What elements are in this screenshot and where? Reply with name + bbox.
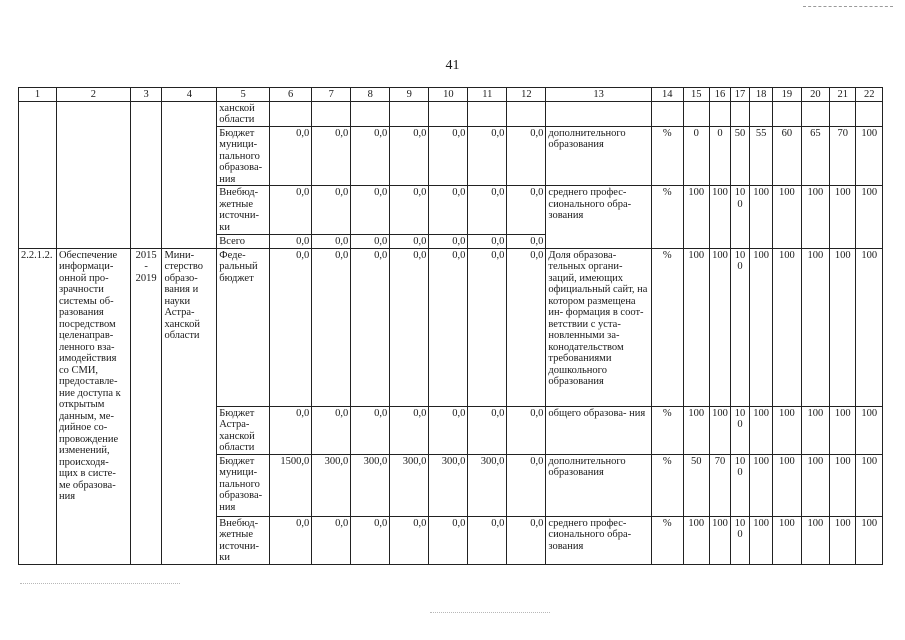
indicator-year-value: 100 — [856, 454, 883, 516]
funding-value: 0,0 — [270, 406, 312, 454]
indicator-name: среднего профес- сионального обра- зования — [546, 516, 651, 564]
indicator-year-value: 100 — [709, 406, 730, 454]
indicator-year-value: 100 — [683, 516, 709, 564]
indicator-year-value: 100 — [856, 186, 883, 249]
cell-empty — [683, 101, 709, 126]
funding-source: Бюджет Астра- ханской области — [217, 406, 270, 454]
funding-value: 0,0 — [351, 516, 390, 564]
indicator-year-value: 100 — [749, 186, 772, 249]
indicator-year-value: 100 — [856, 406, 883, 454]
header-row — [19, 88, 883, 102]
column-header: 4 — [162, 88, 217, 102]
indicator-year-value: 100 — [830, 454, 856, 516]
cell-empty — [856, 101, 883, 126]
indicator-unit: % — [651, 406, 683, 454]
column-header: 5 — [217, 88, 270, 102]
indicator-year-value: 100 — [773, 516, 801, 564]
indicator-year-value: 100 — [709, 248, 730, 406]
scan-noise — [20, 583, 180, 585]
cell-empty — [429, 101, 468, 126]
indicator-year-value: 100 — [830, 186, 856, 249]
column-header: 14 — [651, 88, 683, 102]
indicator-year-value: 0 — [683, 126, 709, 186]
measure-code: 2.2.1.2. — [19, 248, 57, 564]
total-value: 0,0 — [270, 235, 312, 249]
funding-value: 0,0 — [429, 248, 468, 406]
indicator-year-value: 100 — [749, 516, 772, 564]
column-header: 21 — [830, 88, 856, 102]
funding-value: 300,0 — [468, 454, 507, 516]
indicator-year-value: 100 — [773, 406, 801, 454]
measure-executor: Мини- стерство образо- вания и науки Астра- ханской области — [162, 248, 217, 564]
indicator-year-value: 100 — [730, 186, 749, 249]
total-label: Всего — [217, 235, 270, 249]
column-header: 18 — [749, 88, 772, 102]
indicator-year-value: 100 — [801, 454, 829, 516]
funding-value: 0,0 — [429, 126, 468, 186]
indicator-name: среднего профес- сионального обра- зования — [546, 186, 651, 249]
funding-value: 0,0 — [270, 186, 312, 235]
measure-years: 2015 - 2019 — [130, 248, 162, 564]
total-value: 0,0 — [468, 235, 507, 249]
cell-empty — [351, 101, 390, 126]
indicator-year-value: 100 — [801, 516, 829, 564]
column-header: 1 — [19, 88, 57, 102]
cell-empty — [709, 101, 730, 126]
funding-value: 0,0 — [312, 126, 351, 186]
column-header: 17 — [730, 88, 749, 102]
column-header: 7 — [312, 88, 351, 102]
funding-value: 0,0 — [468, 126, 507, 186]
cell-empty — [19, 101, 57, 248]
total-value: 0,0 — [312, 235, 351, 249]
indicator-year-value: 70 — [830, 126, 856, 186]
indicator-year-value: 100 — [773, 186, 801, 249]
total-value: 0,0 — [351, 235, 390, 249]
column-header: 2 — [56, 88, 130, 102]
funding-value: 0,0 — [312, 516, 351, 564]
column-header: 15 — [683, 88, 709, 102]
indicator-unit: % — [651, 126, 683, 186]
indicator-year-value: 100 — [856, 126, 883, 186]
funding-value: 0,0 — [312, 186, 351, 235]
funding-value: 0,0 — [270, 126, 312, 186]
indicator-unit: % — [651, 454, 683, 516]
funding-value: 0,0 — [351, 186, 390, 235]
column-header: 22 — [856, 88, 883, 102]
indicator-unit: % — [651, 186, 683, 249]
funding-value: 0,0 — [429, 406, 468, 454]
page-number: 41 — [445, 58, 460, 73]
indicator-unit: % — [651, 516, 683, 564]
funding-value: 0,0 — [390, 406, 429, 454]
column-header: 9 — [390, 88, 429, 102]
total-value: 0,0 — [507, 235, 546, 249]
indicator-year-value: 100 — [830, 516, 856, 564]
cell-empty — [56, 101, 130, 248]
funding-value: 0,0 — [507, 454, 546, 516]
column-header: 20 — [801, 88, 829, 102]
indicator-year-value: 100 — [683, 186, 709, 249]
funding-value: 0,0 — [507, 186, 546, 235]
funding-value: 0,0 — [312, 248, 351, 406]
funding-value: 0,0 — [390, 186, 429, 235]
indicator-year-value: 100 — [730, 248, 749, 406]
funding-value: 0,0 — [312, 406, 351, 454]
funding-value: 0,0 — [507, 406, 546, 454]
funding-value: 0,0 — [270, 516, 312, 564]
funding-value: 0,0 — [507, 248, 546, 406]
cell-empty — [162, 101, 217, 248]
funding-value: 0,0 — [390, 516, 429, 564]
table-row — [19, 101, 883, 126]
column-header: 11 — [468, 88, 507, 102]
indicator-year-value: 100 — [801, 406, 829, 454]
funding-value: 0,0 — [270, 248, 312, 406]
column-header: 13 — [546, 88, 651, 102]
funding-value: 0,0 — [468, 248, 507, 406]
cell-empty — [830, 101, 856, 126]
indicator-year-value: 100 — [730, 516, 749, 564]
indicator-year-value: 100 — [709, 516, 730, 564]
column-header: 6 — [270, 88, 312, 102]
column-header: 3 — [130, 88, 162, 102]
indicator-year-value: 100 — [749, 454, 772, 516]
column-header: 19 — [773, 88, 801, 102]
funding-source: Внебюд- жетные источни- ки — [217, 186, 270, 235]
cell-empty — [749, 101, 772, 126]
cell-empty — [507, 101, 546, 126]
funding-source: Феде- ральный бюджет — [217, 248, 270, 406]
indicator-year-value: 100 — [683, 406, 709, 454]
column-header: 16 — [709, 88, 730, 102]
cell-empty — [801, 101, 829, 126]
indicator-year-value: 100 — [773, 248, 801, 406]
indicator-year-value: 60 — [773, 126, 801, 186]
column-header: 8 — [351, 88, 390, 102]
cell-empty — [312, 101, 351, 126]
funding-source: Бюджет муници- пального образова- ния — [217, 126, 270, 186]
funding-value: 300,0 — [312, 454, 351, 516]
funding-value: 0,0 — [468, 186, 507, 235]
funding-value: 0,0 — [468, 516, 507, 564]
cell-empty — [468, 101, 507, 126]
indicator-year-value: 100 — [801, 248, 829, 406]
program-table — [18, 87, 883, 565]
table-row — [19, 248, 883, 406]
funding-source: Бюджет муници- пального образова- ния — [217, 454, 270, 516]
cell-empty — [546, 101, 651, 126]
funding-value: 0,0 — [351, 126, 390, 186]
funding-value: 1500,0 — [270, 454, 312, 516]
indicator-name: дополнительного образования — [546, 126, 651, 186]
funding-source: ханской области — [217, 101, 270, 126]
indicator-year-value: 100 — [749, 248, 772, 406]
measure-name: Обеспечение информаци- онной про- зрачности системы об- разования посредством целенаправ- ленного вза- имодействия со СМИ, предоставле- ние доступа к открытым данным, ме- дийное со- провождение изменений, происходя- щих в систе- ме образова- ния — [56, 248, 130, 564]
total-value: 0,0 — [390, 235, 429, 249]
funding-value: 0,0 — [351, 248, 390, 406]
funding-value: 0,0 — [429, 516, 468, 564]
funding-value: 300,0 — [390, 454, 429, 516]
indicator-name: Доля образова- тельных органи- заций, имеющих официальный сайт, на котором размещена ин- формация в соот- ветствии с уста- новленными за- конодательством требованиями дошкольного образования — [546, 248, 651, 406]
funding-value: 0,0 — [507, 126, 546, 186]
scan-noise — [430, 612, 550, 614]
indicator-year-value: 70 — [709, 454, 730, 516]
funding-value: 0,0 — [429, 186, 468, 235]
indicator-year-value: 100 — [830, 406, 856, 454]
cell-empty — [773, 101, 801, 126]
indicator-year-value: 65 — [801, 126, 829, 186]
scan-mark — [803, 6, 893, 9]
indicator-year-value: 100 — [830, 248, 856, 406]
funding-value: 0,0 — [390, 126, 429, 186]
indicator-year-value: 100 — [856, 248, 883, 406]
indicator-year-value: 100 — [730, 406, 749, 454]
funding-value: 0,0 — [507, 516, 546, 564]
indicator-year-value: 100 — [709, 186, 730, 249]
funding-value: 300,0 — [429, 454, 468, 516]
total-value: 0,0 — [429, 235, 468, 249]
cell-empty — [651, 101, 683, 126]
indicator-year-value: 100 — [683, 248, 709, 406]
cell-empty — [390, 101, 429, 126]
indicator-year-value: 100 — [749, 406, 772, 454]
funding-value: 0,0 — [390, 248, 429, 406]
indicator-name: общего образова- ния — [546, 406, 651, 454]
column-header: 10 — [429, 88, 468, 102]
indicator-name: дополнительного образования — [546, 454, 651, 516]
cell-empty — [730, 101, 749, 126]
indicator-unit: % — [651, 248, 683, 406]
funding-value: 0,0 — [351, 406, 390, 454]
indicator-year-value: 100 — [856, 516, 883, 564]
cell-empty — [130, 101, 162, 248]
indicator-year-value: 0 — [709, 126, 730, 186]
indicator-year-value: 100 — [730, 454, 749, 516]
indicator-year-value: 50 — [683, 454, 709, 516]
indicator-year-value: 50 — [730, 126, 749, 186]
funding-source: Внебюд- жетные источни- ки — [217, 516, 270, 564]
funding-value: 0,0 — [468, 406, 507, 454]
indicator-year-value: 100 — [801, 186, 829, 249]
column-header: 12 — [507, 88, 546, 102]
indicator-year-value: 55 — [749, 126, 772, 186]
cell-empty — [270, 101, 312, 126]
indicator-year-value: 100 — [773, 454, 801, 516]
funding-value: 300,0 — [351, 454, 390, 516]
